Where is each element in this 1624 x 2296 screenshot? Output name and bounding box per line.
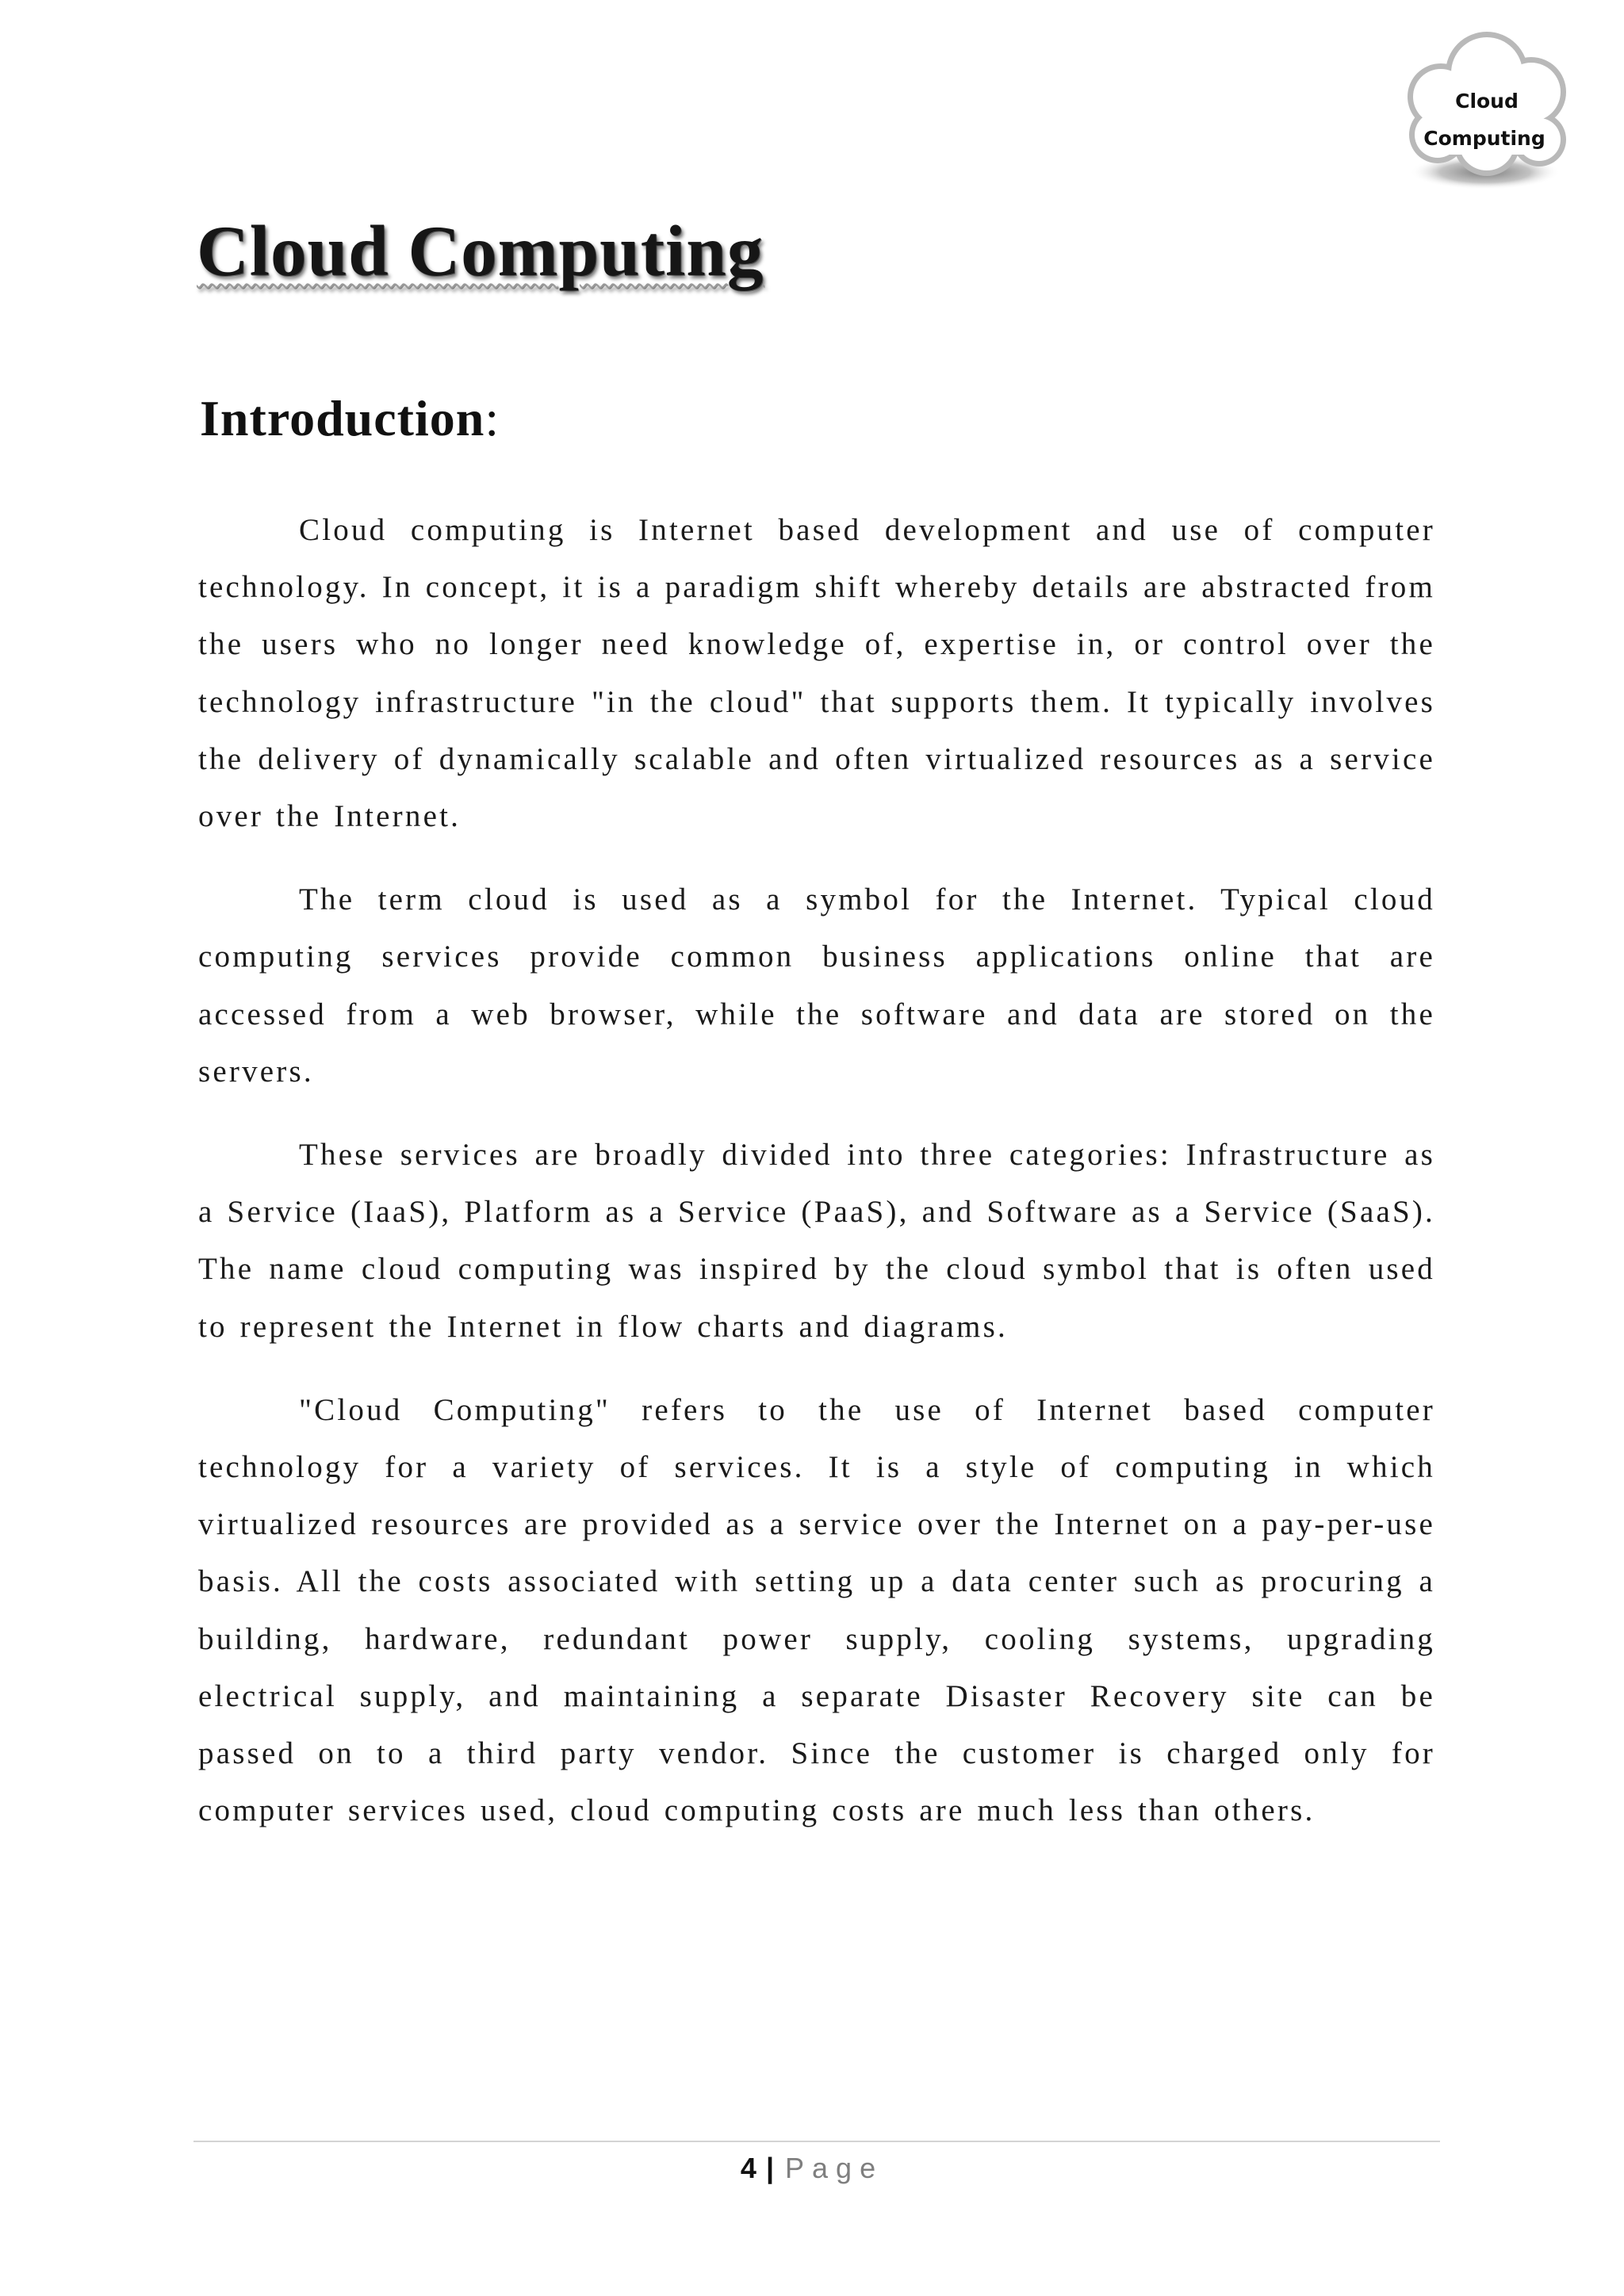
page-footer — [0, 2147, 1624, 2190]
cloud-icon — [1392, 24, 1574, 202]
section-heading — [200, 387, 500, 450]
footer-separator: | — [765, 2152, 775, 2184]
page-number: 4 — [740, 2152, 756, 2184]
paragraph-4: "Cloud Computing" refers to the use of Internet based computer technology for a variety of services. It is a style of computing in which virtualized resources are provided as a service over the Internet on a pay-per-use basis. All the costs associated with setting up a data center such as procuring a building, hardware, redundant power supply, cooling systems, upgrading electrical supply, and maintaining a separate Disaster Recovery site can be passed on to a third party vendor. Since the customer is charged only for computer services used, cloud computing costs are much less than others. — [198, 1392, 1435, 1828]
footer-divider — [193, 2141, 1440, 2142]
logo-text-cloud: Cloud — [1455, 90, 1519, 113]
cloud-logo — [1392, 24, 1574, 202]
page-title: Cloud Computing — [197, 211, 764, 291]
paragraph-3: These services are broadly divided into three categories: Infrastructure as a Service (IaaS), Platform as a Service (PaaS), and Software as a Service (SaaS). The name cloud computing was inspired by the cloud symbol that is often used to represent the Internet in flow charts and diagrams. — [198, 1138, 1435, 1344]
page-label: Page — [785, 2152, 884, 2184]
logo-text-computing: Computing — [1423, 127, 1545, 150]
body-text — [198, 502, 1435, 1839]
paragraph-1: Cloud computing is Internet based development and use of computer technology. In concept, it is a paradigm shift whereby details are abstracted from the users who no longer need knowledge of, expertise in, or control over the technology infrastructure "in the cloud" that supports them. It typically involves the delivery of dynamically scalable and often virtualized resources as a service over the Internet. — [198, 513, 1435, 834]
section-heading-text: Introduction — [200, 390, 485, 446]
paragraph-2: The term cloud is used as a symbol for the Internet. Typical cloud computing services provide common business applications online that are accessed from a web browser, while the software and data are stored on the servers. — [198, 882, 1435, 1089]
section-heading-colon: : — [485, 390, 500, 446]
